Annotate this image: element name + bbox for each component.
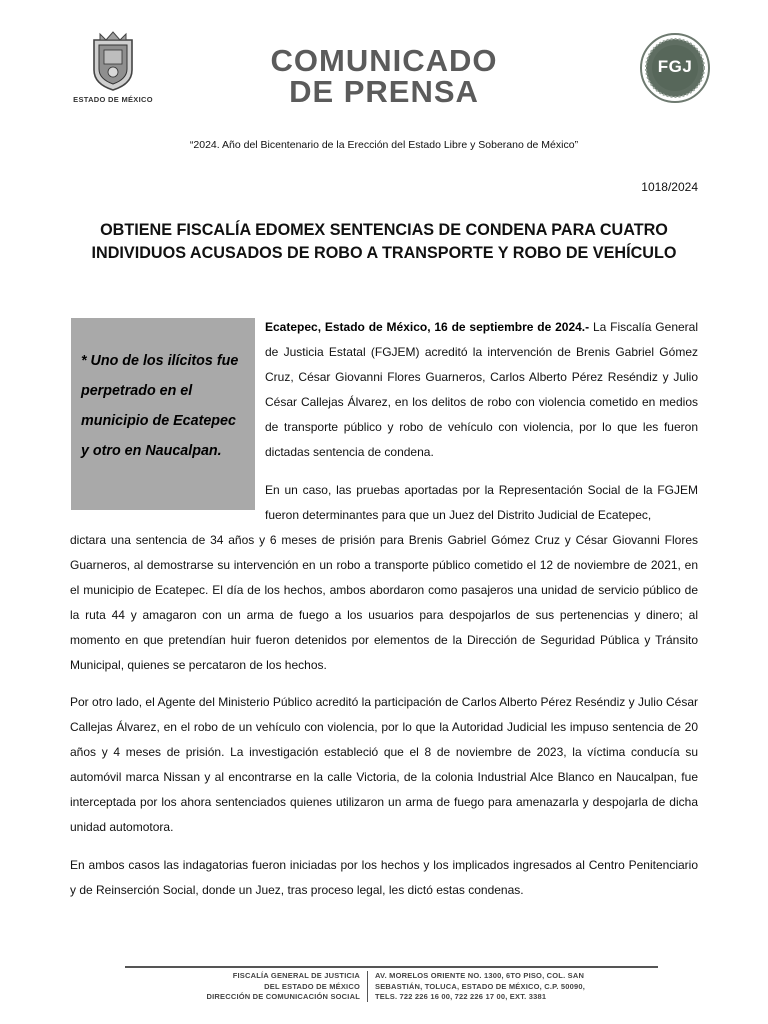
footer-right-line-3: TELS. 722 226 16 00, 722 226 17 00, EXT. 3381 [375, 992, 547, 1001]
fgj-logo-text: FGJ [657, 57, 693, 76]
footer-separator [367, 971, 368, 1002]
footer-address [375, 971, 615, 1003]
paragraph-1 [265, 315, 698, 465]
sidebar-note-box [71, 318, 255, 510]
paragraph-2-part-2: dictara una sentencia de 34 años y 6 meses de prisión para Brenis Gabriel Gómez Cruz y César Giovanni Flores Guarneros, al demostrarse su intervención en un robo a transporte público cometido el 12 de noviembre de 2021, en el municipio de Ecatepec. El día de los hechos, ambos abordaron como pasajeros una unidad de servicio público de la ruta 44 y amagaron con un arma de fuego a los usuarios para despojarlos de sus pertenencias y dinero; al momento en que pretendían huir fueron detenidos por elementos de la Dirección de Seguridad Pública y Tránsito Municipal, quienes se percataron de los hechos. [70, 533, 698, 672]
footer-left-line-3: DIRECCIÓN DE COMUNICACIÓN SOCIAL [206, 992, 360, 1001]
footer-left-line-1: FISCALÍA GENERAL DE JUSTICIA [232, 971, 360, 980]
footer-right-line-2: SEBASTIÁN, TOLUCA, ESTADO DE MÉXICO, C.P. 50090, [375, 981, 586, 991]
paragraph-4: En ambos casos las indagatorias fueron iniciadas por los hechos y los implicados ingresados al Centro Penitenciario y de Reinserción Social, donde un Juez, tras proceso legal, les dictó estas condenas. [70, 858, 698, 897]
paragraph-2-part-1: En un caso, las pruebas aportadas por la Representación Social de la FGJEM fueron determinantes para que un Juez del Distrito Judicial de Ecatepec, [265, 483, 698, 522]
footer-right-line-1: AV. MORELOS ORIENTE NO. 1300, 6TO PISO, COL. SAN [375, 971, 585, 980]
paragraph-3: Por otro lado, el Agente del Ministerio Público acreditó la participación de Carlos Alberto Pérez Reséndiz y Julio César Callejas Álvarez, en el robo de un vehículo con violencia, por lo que la Autoridad Judicial les impuso sentencia de 20 años y 4 meses de prisión. La investigación estableció que el 8 de noviembre de 2023, la víctima conducía su automóvil marca Nissan y al encontrarse en la calle Victoria, de la colonia Industrial Alce Blanco en Naucalpan, fue interceptada por los ahora sentenciados quienes utilizaron un arma de fuego para amenazarla y despojarla de dicha unidad automotora. [70, 695, 698, 834]
fgj-logo [639, 32, 711, 104]
title-line-1: COMUNICADO [270, 43, 498, 78]
sidebar-note-text: * Uno de los ilícitos fue perpetrado en el municipio de Ecatepec y otro en Naucalpan. [81, 353, 239, 459]
title-line-2: DE PRENSA [289, 74, 479, 109]
footer-left-line-2: DEL ESTADO DE MÉXICO [264, 981, 360, 991]
dateline: Ecatepec, Estado de México, 16 de septiembre de 2024.- [265, 320, 590, 334]
paragraph-1-text: La Fiscalía General de Justicia Estatal (FGJEM) acreditó la intervención de Brenis Gabriel Gómez Cruz, César Giovanni Flores Guarneros, Carlos Alberto Pérez Reséndiz y Julio César Callejas Álvarez, en los delitos de robo con violencia cometido en medios de transporte público y robo de vehículo con violencia, por lo que les fueron dictadas sentencia de condena. [265, 320, 699, 459]
motto-text: “2024. Año del Bicentenario de la Erección del Estado Libre y Soberano de México” [189, 139, 579, 151]
headline: OBTIENE FISCALÍA EDOMEX SENTENCIAS DE CONDENA PARA CUATRO INDIVIDUOS ACUSADOS DE ROBO A TRANSPORTE Y ROBO DE VEHÍCULO [91, 221, 677, 262]
left-logo-caption: ESTADO DE MÉXICO [73, 95, 153, 104]
footer-divider [125, 966, 658, 968]
release-number: 1018/2024 [641, 180, 698, 194]
footer-institution [150, 971, 360, 1003]
